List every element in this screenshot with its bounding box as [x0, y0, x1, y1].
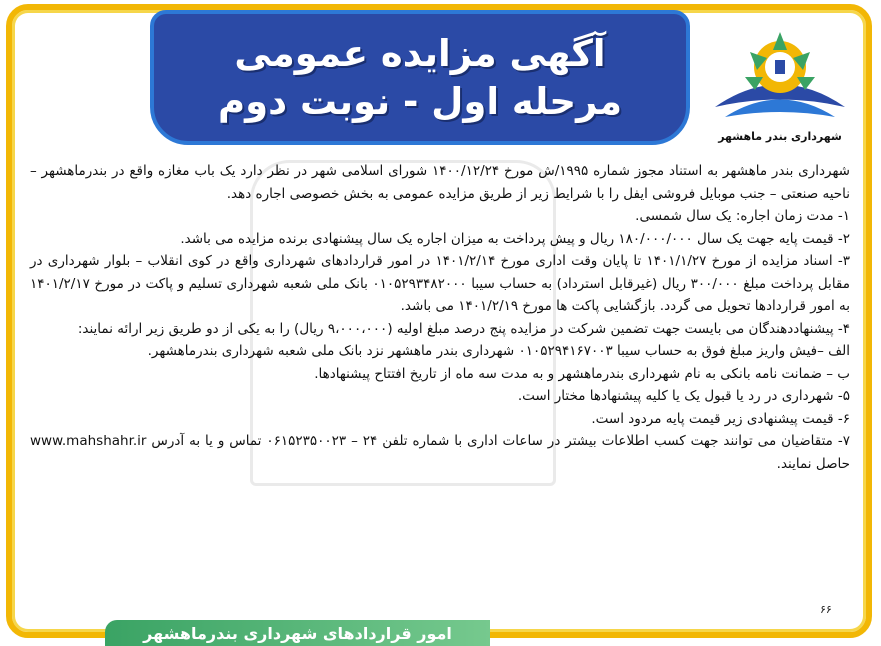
logo-caption: شهرداری بندر ماهشهر: [718, 130, 842, 143]
item-7: ۷- متقاضیان می توانند جهت کسب اطلاعات بیشتر در ساعات اداری با شماره تلفن ۲۴ – ۰۶۱۵۲۳۵۰۰۲۳ تماس و یا به آدرس www.mahshahr.ir حاصل نمایند.: [30, 433, 850, 472]
item-4b: ب – ضمانت نامه بانکی به نام شهرداری بندرماهشهر و به مدت سه ماه از تاریخ افتتاح پیشنهادها.: [314, 365, 850, 382]
item-2: ۲- قیمت پایه جهت یک سال ۱۸۰/۰۰۰/۰۰۰ ریال و پیش پرداخت به میزان اجاره یک سال پیشنهادی برنده مزایده می باشد.: [180, 230, 850, 247]
item-3: ۳- اسناد مزایده از مورخ ۱۴۰۱/۱/۲۷ تا پایان وقت اداری مورخ ۱۴۰۱/۲/۱۴ در امور قراردادهای شهرداری واقع در کوی انقلاب – بلوار شهرداری در مقابل پرداخت مبلغ ۳۰۰/۰۰۰ ریال (غیرقابل استرداد) به حساب سیبا ۰۱۰۵۲۹۳۴۸۲۰۰۰ بانک ملی شعبه شهرداری تسلیم و پاکت در مورخ ۱۴۰۱/۲/۱۷ به امور قراردادها تحویل می گردد. بازگشایی پاکت ها مورخ ۱۴۰۱/۲/۱۹ می باشد.: [30, 253, 850, 314]
intro-paragraph: شهرداری بندر ماهشهر به استناد مجوز شماره ۱۹۹۵/ش مورخ ۱۴۰۰/۱۲/۲۴ شورای اسلامی شهر در نظر دارد یک باب مغازه واقع در بندرماهشهر – ناحیه صنعتی – جنب موبایل فروشی ایفل را با شرایط زیر از طریق مزایده عمومی به بخش خصوصی اجاره دهد.: [30, 163, 850, 202]
page-number: ۶۶: [820, 603, 832, 616]
footer-label: امور قراردادهای شهرداری بندرماهشهر: [143, 623, 452, 643]
item-5: ۵- شهرداری در رد یا قبول یک یا کلیه پیشنهادها مختار است.: [517, 388, 850, 404]
title-line-1: آگهی مزایده عمومی: [234, 31, 606, 75]
item-6: ۶- قیمت پیشنهادی زیر قیمت پایه مردود است.: [591, 410, 850, 427]
footer-banner: [105, 620, 490, 646]
item-1: ۱- مدت زمان اجاره: یک سال شمسی.: [635, 208, 850, 224]
item-4: ۴- پیشنهاددهندگان می بایست جهت تضمین شرکت در مزایده پنج درصد مبلغ اولیه (۹،۰۰۰،۰۰۰ ریال) را به یکی از دو طریق زیر ارائه نمایند:: [77, 320, 850, 337]
title-banner: [150, 10, 690, 145]
title-line-2: مرحله اول - نوبت دوم: [217, 79, 623, 123]
municipality-emblem-icon: [705, 22, 855, 132]
announcement-body: [30, 160, 850, 475]
item-4a: الف –فیش واریز مبلغ فوق به حساب سیبا ۰۱۰۵۲۹۴۱۶۷۰۰۳ شهرداری بندر ماهشهر نزد بانک ملی شعبه شهرداری بندرماهشهر.: [147, 343, 850, 359]
